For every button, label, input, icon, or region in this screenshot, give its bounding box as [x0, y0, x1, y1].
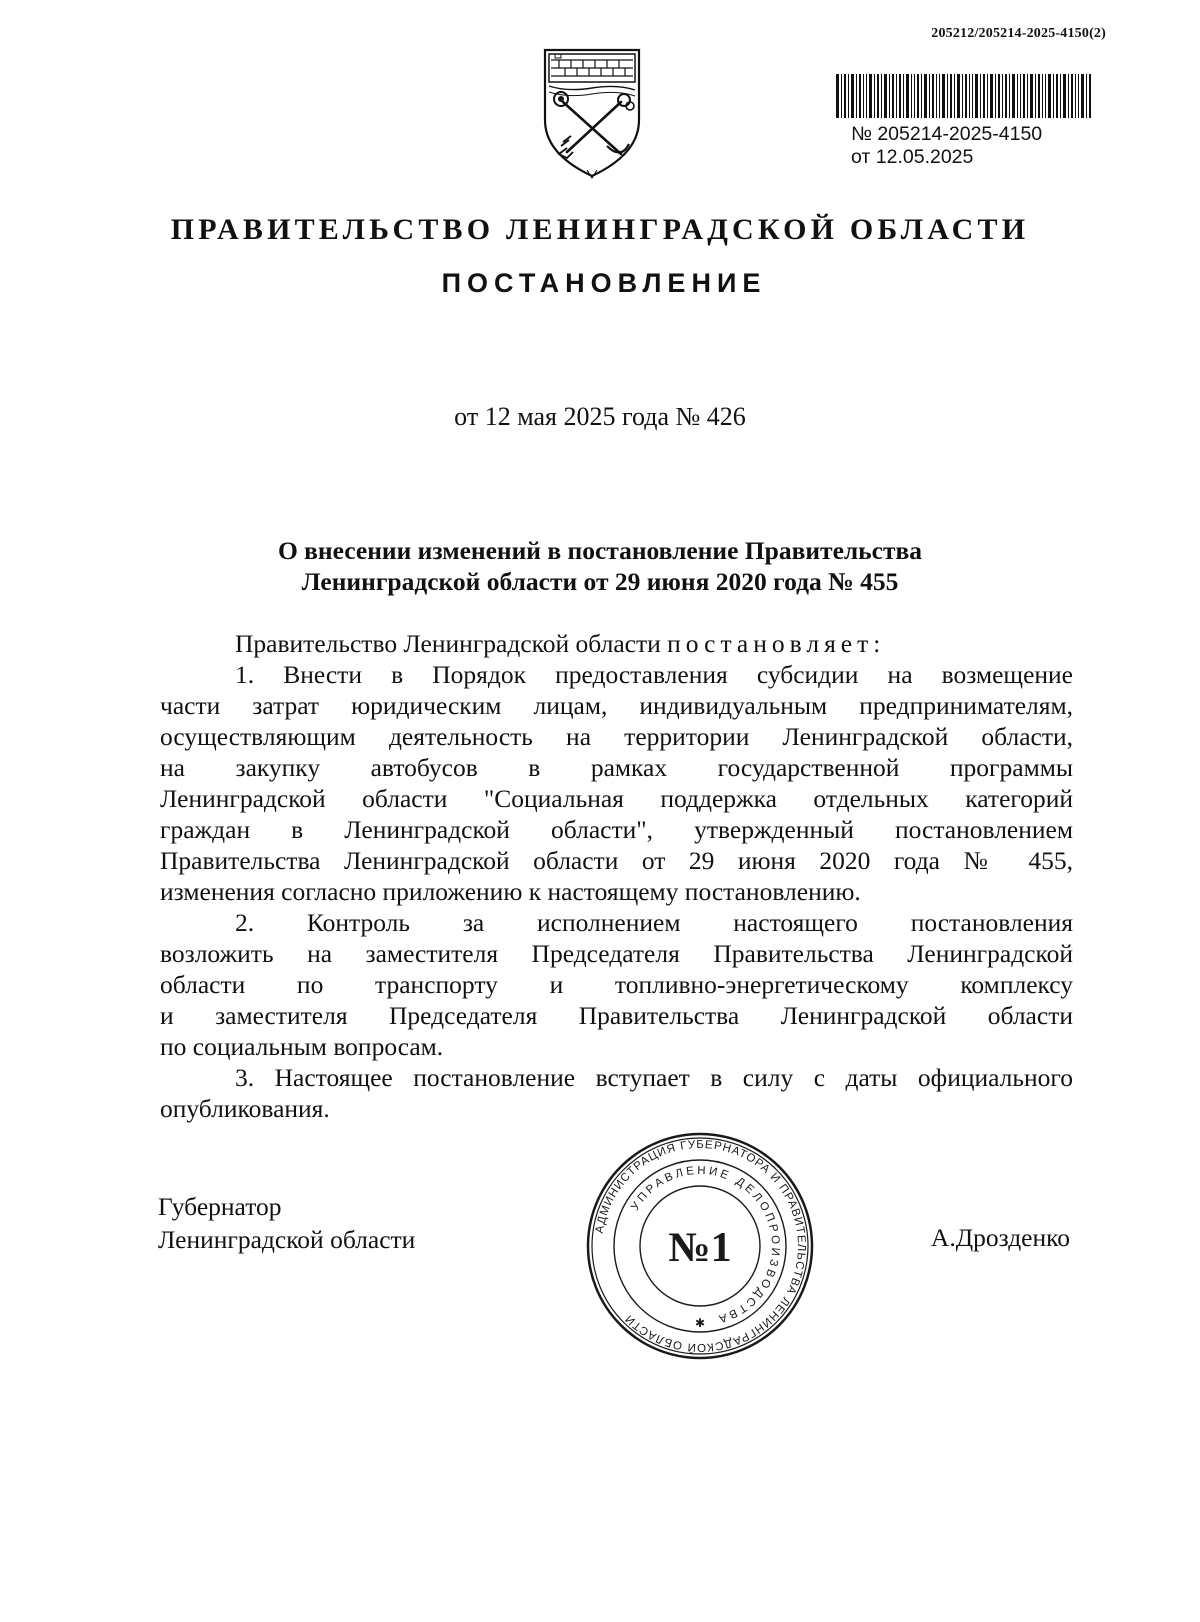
registration-block	[851, 123, 1042, 169]
paragraph-2	[160, 907, 1073, 1062]
p2-line: по социальным вопросам.	[160, 1032, 444, 1061]
government-title: ПРАВИТЕЛЬСТВО ЛЕНИНГРАДСКОЙ ОБЛАСТИ	[170, 213, 1030, 246]
barcode	[834, 74, 1092, 118]
intro-verb: постановляет:	[667, 629, 886, 658]
p1-line: части затрат юридическим лицам, индивидуальным предпринимателям,	[160, 691, 1073, 720]
coat-of-arms-icon	[537, 42, 647, 182]
p1-line: Ленинградской области "Социальная поддержка отдельных категорий	[160, 784, 1073, 813]
p1-line: граждан в Ленинградской области", утвержденный постановлением	[160, 815, 1073, 844]
paragraph-1	[160, 659, 1073, 907]
p2-line: области по транспорту и топливно-энергетическому комплексу	[160, 970, 1073, 999]
position-line-2: Ленинградской области	[158, 1225, 416, 1254]
resolution-body	[160, 628, 1073, 1124]
subject-line-2: Ленинградской области от 29 июня 2020 года № 455	[301, 567, 899, 596]
subject-line-1: О внесении изменений в постановление Правительства	[277, 536, 923, 565]
stamp-outer-text: АДМИНИСТРАЦИЯ ГУБЕРНАТОРА И ПРАВИТЕЛЬСТВА ЛЕНИНГРАДСКОЙ ОБЛАСТИ	[593, 1138, 808, 1354]
p2-line: возложить на заместителя Председателя Правительства Ленинградской	[160, 939, 1073, 968]
body-intro	[160, 628, 1073, 659]
p2-line: 2. Контроль за исполнением настоящего постановления	[235, 908, 1073, 937]
official-stamp	[585, 1131, 815, 1361]
p3-line: 3. Настоящее постановление вступает в силу с даты официального	[235, 1063, 1073, 1092]
stamp-inner-text: УПРАВЛЕНИЕ ДЕЛОПРОИЗВОДСТВА	[629, 1164, 782, 1326]
position-line-1: Губернатор	[158, 1192, 282, 1221]
p1-line: 1. Внести в Порядок предоставления субсидии на возмещение	[235, 660, 1073, 689]
p1-line: Правительства Ленинградской области от 29 июня 2020 года № 455,	[160, 846, 1073, 875]
p1-line: на закупку автобусов в рамках государственной программы	[160, 753, 1073, 782]
resolution-date-number: от 12 мая 2025 года № 426	[454, 402, 746, 431]
signatory-position	[158, 1190, 415, 1256]
registration-date: от 12.05.2025	[851, 146, 974, 168]
registration-number: № 205214-2025-4150	[851, 123, 1043, 145]
p2-line: и заместителя Председателя Правительства Ленинградской области	[160, 1001, 1073, 1030]
p1-line: осуществляющим деятельность на территории Ленинградской области,	[160, 722, 1073, 751]
stamp-number: №1	[668, 1225, 732, 1271]
paragraph-3	[160, 1062, 1073, 1124]
resolution-subject	[160, 535, 1040, 597]
signatory-name: А.Дрозденко	[930, 1223, 1070, 1252]
intro-prefix: Правительство Ленинградской области	[235, 629, 668, 658]
stamp-star-icon: ✱	[694, 1316, 706, 1330]
document-type: ПОСТАНОВЛЕНИЕ	[441, 268, 767, 298]
document-id: 205212/205214-2025-4150(2)	[931, 26, 1106, 41]
p1-line: изменения согласно приложению к настоящему постановлению.	[160, 877, 861, 906]
p3-line: опубликования.	[160, 1094, 330, 1123]
